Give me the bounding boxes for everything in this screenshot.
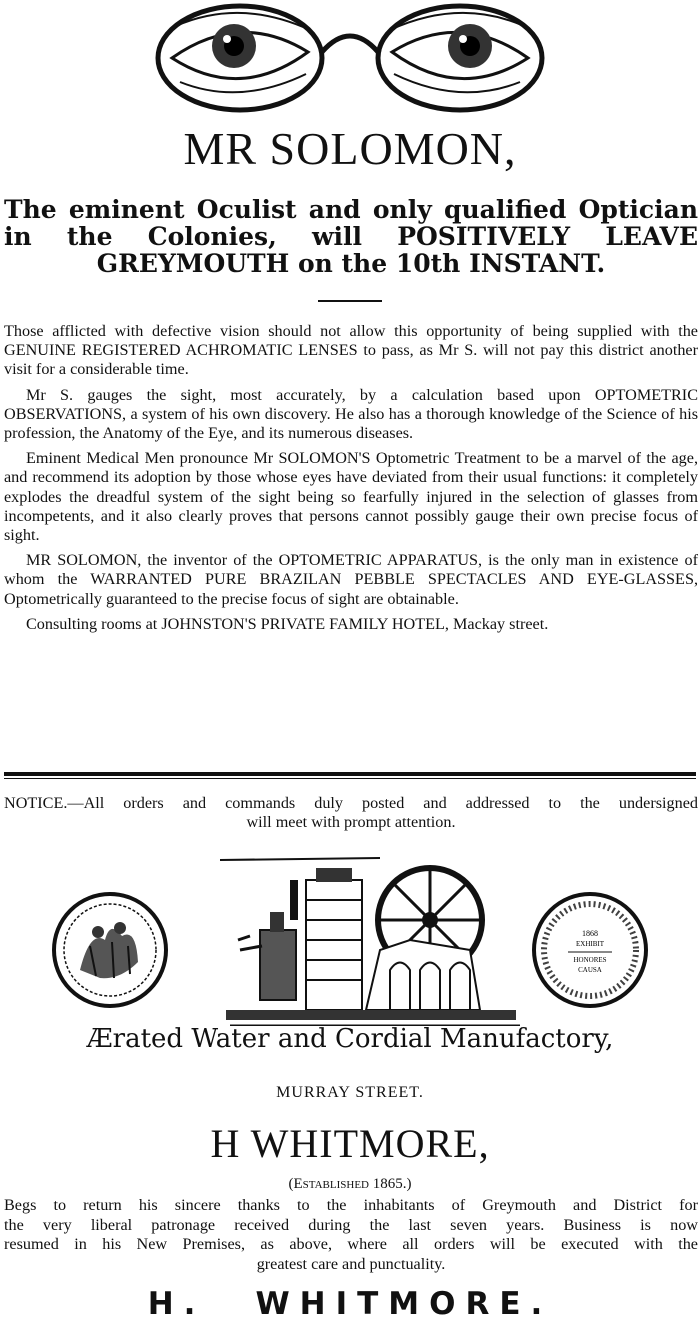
advert-headline: MR SOLOMON, bbox=[183, 123, 517, 174]
body-paragraph-2: Mr S. gauges the sight, most accurately, by a calculation based upon OPTOMETRIC OBSERVATIONS, a system of his own discovery. He also has a thorough knowledge of the Science of his profession, the Anatomy of the Eye, and its numerous diseases. bbox=[4, 385, 698, 443]
body-paragraph-1: Those afflicted with defective vision should not allow this opportunity of being supplied with the GENUINE REGISTERED ACHROMATIC LENSES to pass, as Mr S. will not pay this district another visit for a considerable time. bbox=[4, 322, 698, 379]
body-paragraph-4: MR SOLOMON, the inventor of the OPTOMETRIC APPARATUS, is the only man in existence of whom the WARRANTED PURE BRAZILAN PEBBLE SPECTACLES AND EYE-GLASSES, Optometrically guaranteed to the precise focus of sight are obtainable. bbox=[4, 551, 698, 608]
advert-subheadline bbox=[4, 196, 698, 277]
medal-right-text-3: HONORES bbox=[573, 956, 607, 964]
business-name: Ærated Water and Cordial Manufactory, bbox=[86, 1024, 614, 1054]
medal-right-text-2: EXHIBIT bbox=[576, 940, 604, 948]
body-paragraph-5: Consulting rooms at JOHNSTON'S PRIVATE FAMILY HOTEL, Mackay street. bbox=[26, 614, 549, 633]
signature bbox=[0, 1286, 700, 1322]
medal-right-text-4: CAUSA bbox=[578, 966, 602, 974]
medal-right-icon bbox=[534, 894, 646, 1006]
factory-illustration bbox=[50, 850, 650, 1026]
advert-body bbox=[4, 322, 698, 640]
business-owner: H WHITMORE, bbox=[210, 1121, 490, 1166]
notice-text bbox=[4, 794, 698, 832]
body-paragraph-3: Eminent Medical Men pronounce Mr SOLOMON'S Optometric Treatment to be a marvel of the age, and recommend its adoption by those whose eyes have deviated from their usual functions: it completely explodes the dreadful system of the sight being so fearfully injured in the selection of glasses from incompetents, and it also clearly proves that persons cannot possibly gauge their own precise focus of sight. bbox=[4, 449, 698, 545]
divider-short bbox=[318, 300, 382, 302]
notice-line-2: will meet with prompt attention. bbox=[246, 813, 456, 831]
signature-name: WHITMORE. bbox=[255, 1286, 553, 1322]
subheadline-line-2: in the Colonies, will POSITIVELY LEAVE bbox=[4, 222, 698, 251]
signature-initial: H. bbox=[147, 1286, 206, 1322]
message-line-4: greatest care and punctuality. bbox=[256, 1254, 446, 1273]
message-line-1: Begs to return his sincere thanks to the inhabitants of Greymouth and District for bbox=[4, 1196, 698, 1214]
business-message bbox=[4, 1196, 698, 1274]
message-line-3: resumed in his New Premises, as above, where all orders will be executed with the bbox=[4, 1235, 698, 1253]
medal-right-text-1: 1868 bbox=[582, 929, 598, 938]
business-street: MURRAY STREET. bbox=[276, 1084, 424, 1101]
subheadline-line-3: GREYMOUTH on the 10th INSTANT. bbox=[96, 249, 606, 278]
subheadline-line-1: The eminent Oculist and only qualified Optician bbox=[4, 195, 698, 224]
message-line-2: the very liberal patronage received during the last seven years. Business is now bbox=[4, 1215, 698, 1234]
machinery-icon bbox=[220, 858, 520, 1026]
notice-line-1: NOTICE.—All orders and commands duly posted and addressed to the undersigned bbox=[4, 794, 698, 812]
spectacles-illustration bbox=[150, 2, 550, 116]
divider-thin bbox=[4, 778, 696, 779]
divider-thick bbox=[4, 772, 696, 776]
medal-left-icon bbox=[54, 894, 166, 1006]
established-note: (Established 1865.) bbox=[288, 1176, 412, 1192]
